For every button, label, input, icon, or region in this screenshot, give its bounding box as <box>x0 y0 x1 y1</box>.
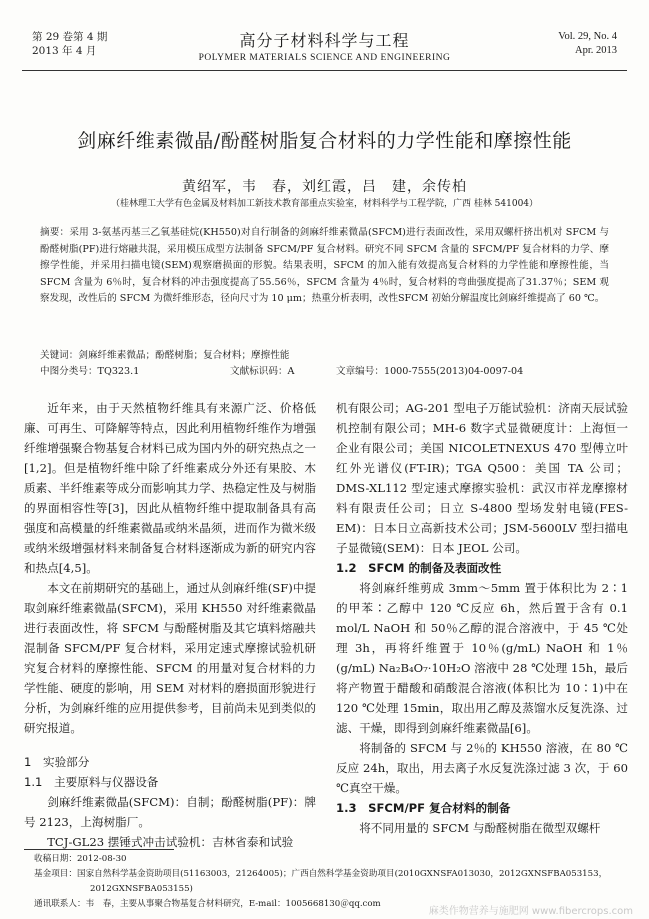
equipment-paragraph-start: TCJ-GL23 摆锤式冲击试验机：吉林省泰和试验 <box>47 835 294 849</box>
modification-paragraph: 将制备的 SFCM 与 2％的 KH550 溶液，在 80 ℃反应 24h，取出，用去离子水反复洗涤过滤 3 次，于 60 ℃真空干燥。 <box>336 741 628 795</box>
document-code: 文献标识码：A <box>230 366 295 377</box>
header-center <box>22 28 627 63</box>
intro-paragraph-1: 近年来，由于天然植物纤维具有来源广泛、价格低廉、可再生、可降解等特点，因此利用植物纤维作为增强纤维增强聚合物基复合材料已成为国内外的研究热点之一[1,2]。但是植物纤维中除了纤维素成分外还有果胶、木质素、半纤维素等成分而影响其力学、热稳定性及与树脂的界面相容性等[3]，因此从植物纤维中提取制备具有高强度和高模量的纤维素微晶或纳米晶须，进而作为微米级或纳米级增强材料来制备复合材料逐渐成为新的研究内容和热点[4,5]。 <box>24 401 316 575</box>
left-column <box>24 398 316 852</box>
preparation-paragraph: 将剑麻纤维剪成 3mm～5mm 置于体积比为 2∶1 的甲苯∶乙醇中 120 ℃反应 6h，然后置于含有 0.1 mol/L NaOH 和 50％乙醇的混合溶液中，于 45 ℃处理 3h，再将纤维置于 10％(g/mL) NaOH 和 1％(g/mL) Na₂B₄O₇·10H₂O 溶液中 28 ℃处理 15h，最后将产物置于醋酸和硝酸混合溶液(体积比为 10∶1)中在 120 ℃处理 15min，取出用乙醇及蒸馏水反复洗涤、过滤、干燥，即得到剑麻纤维素微晶[6]。 <box>336 581 628 735</box>
received-date: 收稿日期：2012-08-30 <box>34 854 127 864</box>
section-heading-1-3: 1.3 SFCM/PF 复合材料的制备 <box>336 801 511 815</box>
section-heading-1: 1 实验部分 <box>24 755 90 769</box>
journal-header <box>22 22 627 68</box>
date-en: Apr. 2013 <box>575 45 617 56</box>
section-heading-1-2: 1.2 SFCM 的制备及表面改性 <box>336 561 502 575</box>
footnote-rule <box>24 849 174 850</box>
date-cn: 2013 年 4 月 <box>32 45 97 57</box>
intro-paragraph-2: 本文在前期研究的基础上，通过从剑麻纤维(SF)中提取剑麻纤维素微晶(SFCM)，采用 KH550 对纤维素微晶进行表面改性，将 SFCM 与酚醛树脂及其它填料熔融共混制备 SFCM/PF 复合材料，采用定速式摩擦试验机研究复合材料的摩擦性能、SFCM 的用量对复合材料的力学性能、硬度的影响，用 SEM 对材料的磨损面形貌进行分析，为剑麻纤维的应用提供参考，目前尚未见到类似的研究报道。 <box>24 581 316 735</box>
affiliation: （桂林理工大学有色金属及材料加工新技术教育部重点实验室，材料科学与工程学院，广西 桂林 541004） <box>110 199 539 209</box>
volume-cn: 第 29 卷第 4 期 <box>32 31 108 43</box>
header-rule <box>22 70 627 71</box>
article-number: 文章编号：1000-7555(2013)04-0097-04 <box>336 366 524 377</box>
right-column <box>336 398 628 838</box>
contact-info: 通讯联系人：韦 春，主要从事聚合物基复合材料研究，E-mail：1005668130＠qq.com <box>34 899 381 909</box>
section-heading-1-1: 1.1 主要原料与仪器设备 <box>24 775 159 789</box>
author-list: 黄绍军，韦 春，刘红霞，吕 建，余传柏 <box>182 179 467 195</box>
fund-info: 基金项目：国家自然科学基金资助项目(51163003，21264005)；广西自然科学基金资助项目(2010GXNSFA013030，2012GXNSFBA053153， <box>34 869 608 879</box>
header-right <box>558 30 617 58</box>
journal-name-en: POLYMER MATERIALS SCIENCE AND ENGINEERING <box>198 53 451 63</box>
volume-en: Vol. 29, No. 4 <box>558 31 617 42</box>
composite-paragraph-start: 将不同用量的 SFCM 与酚醛树脂在微型双螺杆 <box>359 821 601 835</box>
journal-name-cn: 高分子材料科学与工程 <box>239 31 410 50</box>
keywords: 关键词：剑麻纤维素微晶；酚醛树脂；复合材料；摩擦性能 <box>40 350 290 361</box>
materials-paragraph: 剑麻纤维素微晶(SFCM)：自制；酚醛树脂(PF)：牌号 2123，上海树脂厂。 <box>24 795 316 829</box>
equipment-paragraph-cont: 机有限公司；AG-201 型电子万能试验机：济南天辰试验机控制有限公司；MH-6 数字式显微硬度计：上海恒一企业有限公司；美国 NICOLETNEXUS 470 型傅立叶红外光谱仪(FT-IR)；TGA Q500：美国 TA 公司；DMS-XL112 型定速式摩擦实验机：武汉市祥龙摩擦材料有限责任公司；日立 S-4800 型场发射电镜(FES-EM)：日本日立高新技术公司；JSM-5600LV 型扫描电子显微镜(SEM)：日本 JEOL 公司。 <box>336 401 628 555</box>
fund-info-cont: 2012GXNSFBA053155) <box>90 884 193 894</box>
watermark: 麻类作物营养与施肥网 www.fibercrops.com <box>428 906 633 917</box>
class-number: 中图分类号：TQ323.1 <box>40 366 140 377</box>
paper-title: 剑麻纤维素微晶/酚醛树脂复合材料的力学性能和摩擦性能 <box>77 130 572 152</box>
abstract: 摘要：采用 3-氨基丙基三乙氧基硅烷(KH550)对自行制备的剑麻纤维素微晶(SFCM)进行表面改性，采用双螺杆挤出机对 SFCM 与酚醛树脂(PF)进行熔融共混，采用模压成型方法制备 SFCM/PF 复合材料。研究不同 SFCM 含量的 SFCM/PF 复合材料的力学、摩擦学性能，并采用扫描电镜(SEM)观察磨损面的形貌。结果表明，SFCM 的加入能有效提高复合材料的力学性能和摩擦性能，当 SFCM 含量为 6％时，复合材料的冲击强度提高了55.56％，SFCM 含量为 4％时，复合材料的弯曲强度提高了31.37％；SEM 观察发现，改性后的 SFCM 为微纤维形态，径向尺寸为 10 μm；热重分析表明，改性SFCM 初始分解温度比剑麻纤维提高了 60 ℃。 <box>40 227 609 305</box>
classification-line <box>40 364 609 380</box>
